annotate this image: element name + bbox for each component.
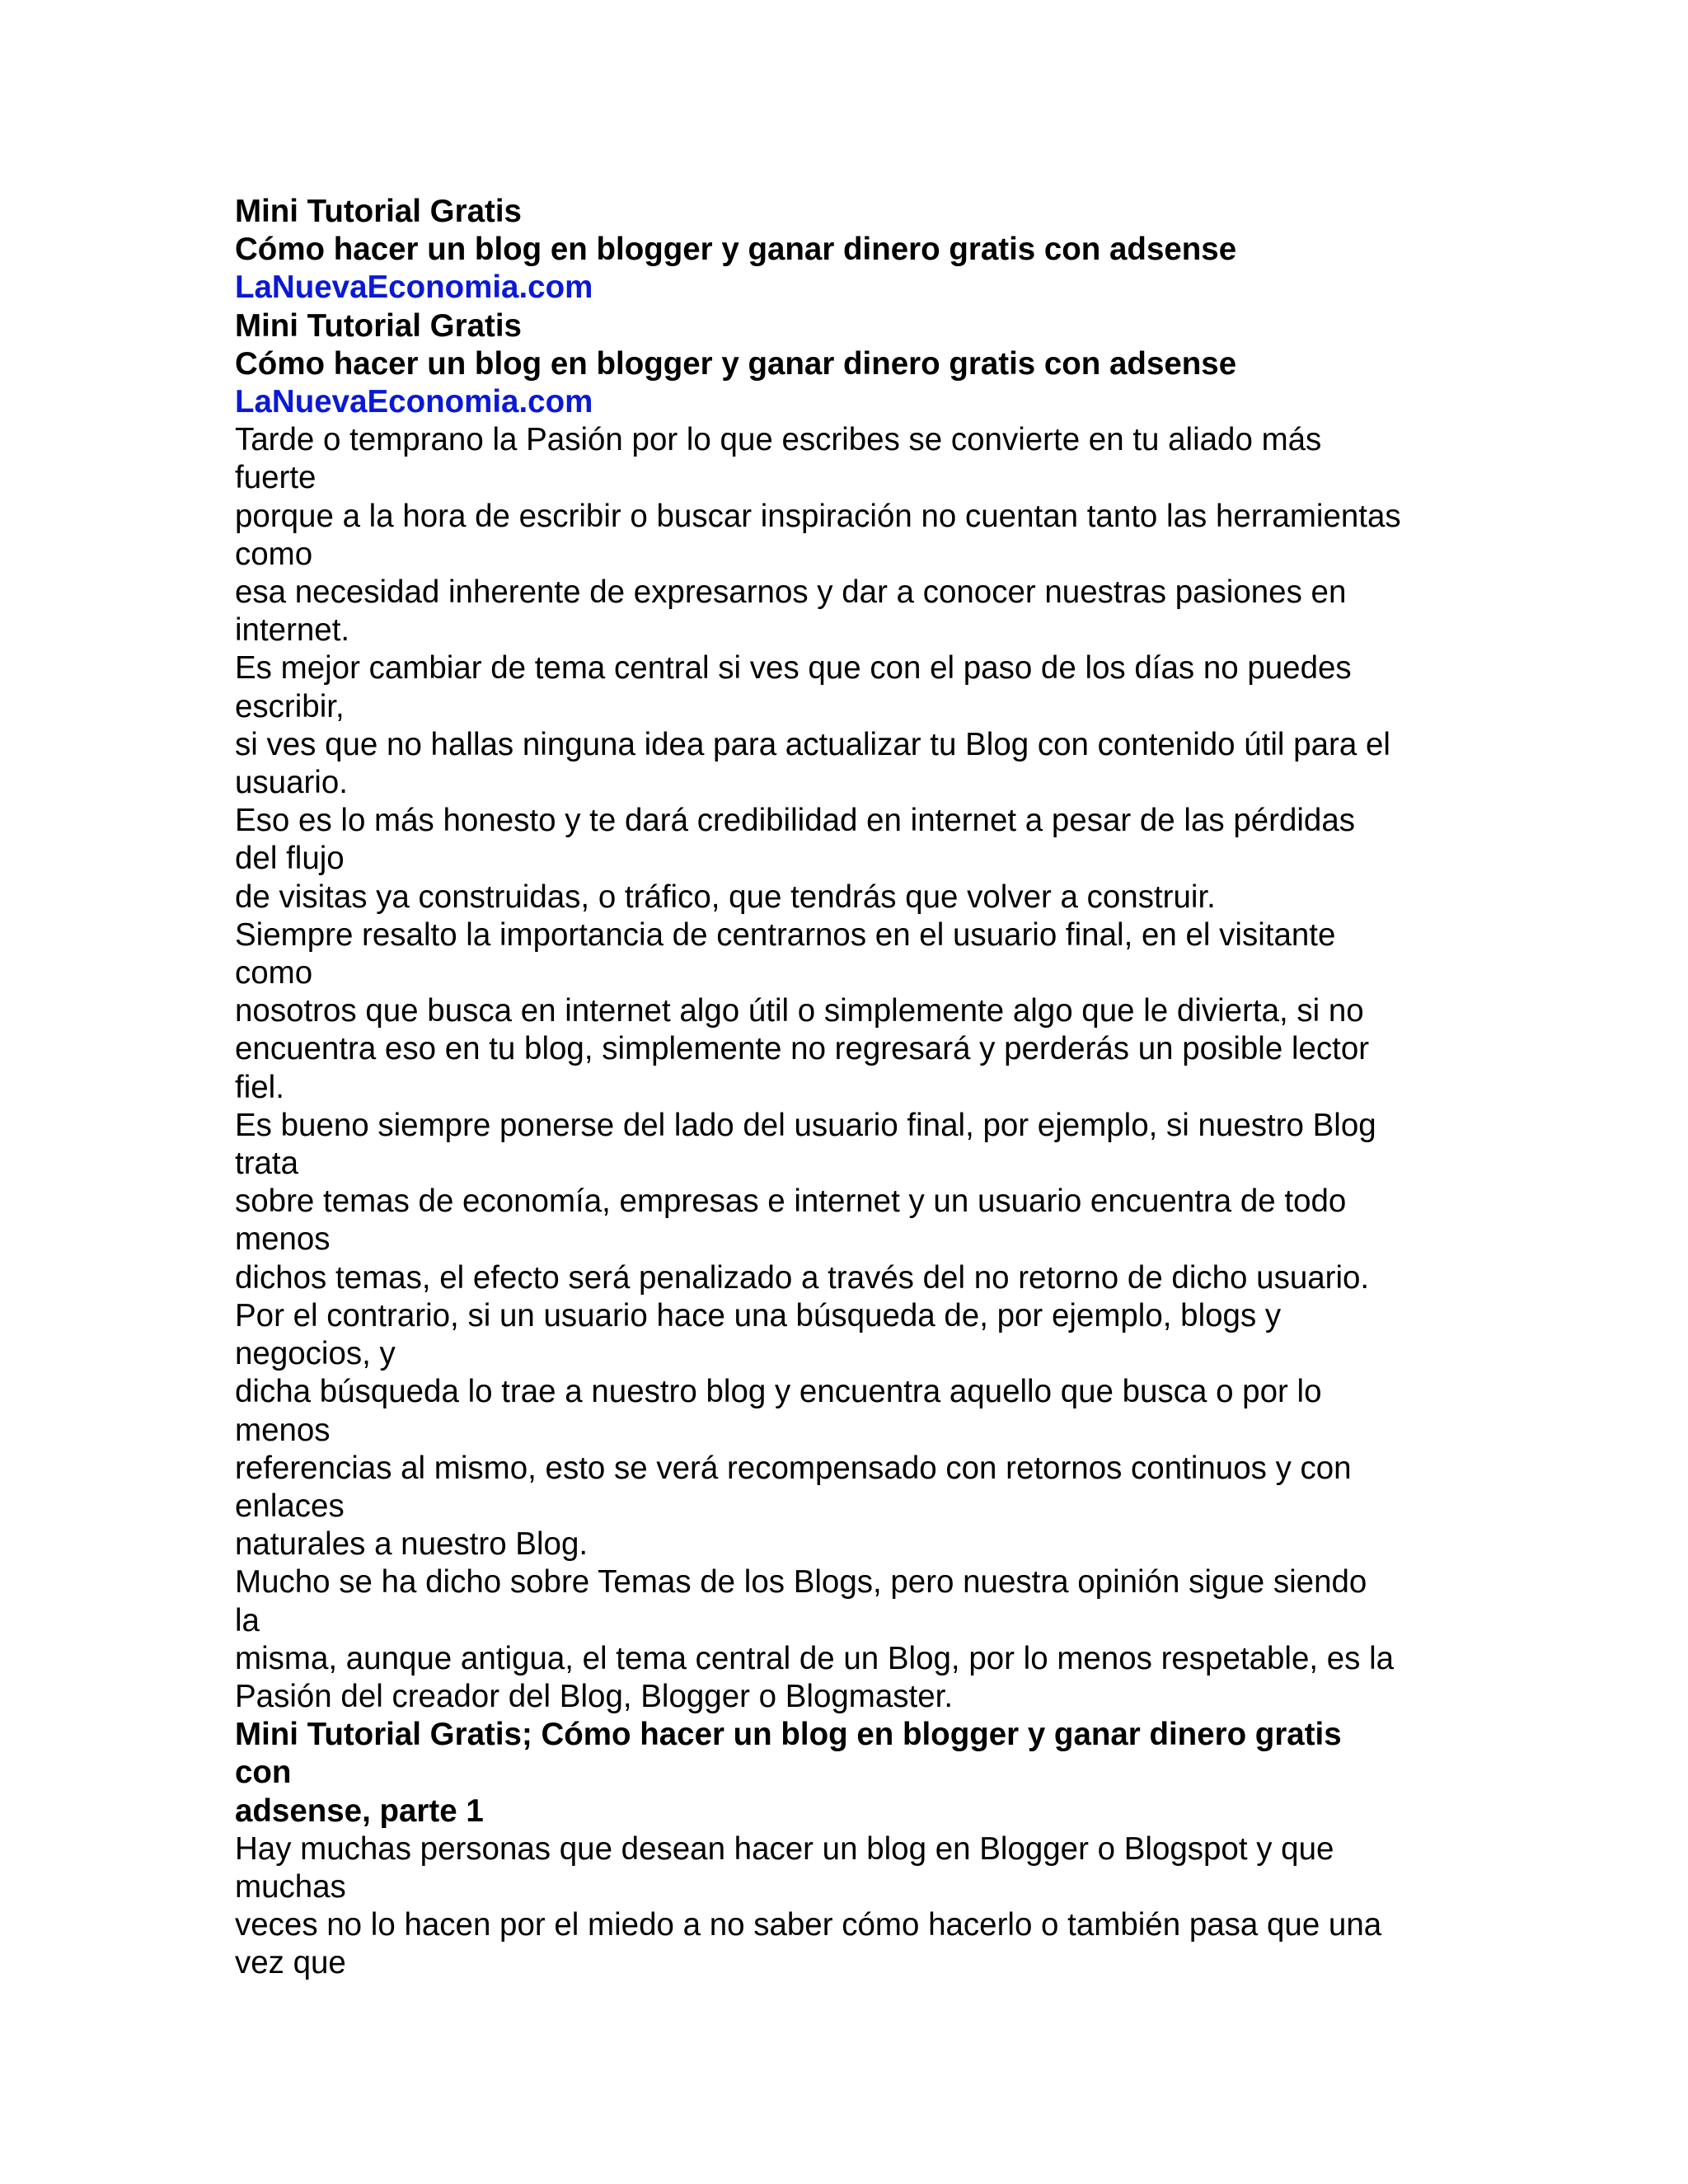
text-line: como — [235, 955, 313, 991]
text-line: fiel. — [235, 1069, 284, 1105]
text-line: Siempre resalto la importancia de centrarnos en el usuario final, en el visitante — [235, 916, 1336, 953]
text-line: la — [235, 1602, 260, 1638]
text-line: Pasión del creador del Blog, Blogger o Blogmaster. — [235, 1678, 954, 1714]
doc-title: Mini Tutorial Gratis — [235, 307, 522, 344]
doc-subtitle: Cómo hacer un blog en blogger y ganar dinero gratis con adsense — [235, 232, 1237, 268]
body-paragraphs-1 — [235, 421, 1471, 1716]
text-line: Es bueno siempre ponerse del lado del usuario final, por ejemplo, si nuestro Blog — [235, 1107, 1376, 1143]
text-line: misma, aunque antigua, el tema central de un Blog, por lo menos respetable, es la — [235, 1640, 1395, 1676]
header-block-1 — [235, 193, 1471, 307]
body-paragraphs-2 — [235, 1830, 1471, 1983]
text-line: vez que — [235, 1945, 346, 1981]
text-line: de visitas ya construidas, o tráfico, que tendrás que volver a construir. — [235, 879, 1216, 915]
text-line: del flujo — [235, 841, 345, 877]
text-line: trata — [235, 1146, 299, 1182]
text-line: esa necesidad inherente de expresarnos y dar a conocer nuestras pasiones en — [235, 574, 1347, 611]
site-link[interactable]: LaNuevaEconomia.com — [235, 269, 593, 306]
text-line: nosotros que busca en internet algo útil o simplemente algo que le divierta, si no — [235, 993, 1364, 1029]
text-line: escribir, — [235, 688, 345, 724]
text-line: Hay muchas personas que desean hacer un blog en Blogger o Blogspot y que — [235, 1830, 1334, 1867]
text-line: enlaces — [235, 1488, 345, 1524]
text-line: negocios, y — [235, 1336, 396, 1372]
text-line: veces no lo hacen por el miedo a no saber cómo hacerlo o también pasa que una — [235, 1907, 1382, 1943]
text-line: porque a la hora de escribir o buscar inspiración no cuentan tanto las herramientas — [235, 498, 1401, 534]
text-line: referencias al mismo, esto se verá recompensado con retornos continuos y con — [235, 1450, 1352, 1486]
heading-line: con — [235, 1755, 292, 1791]
text-line: dichos temas, el efecto será penalizado a través del no retorno de dicho usuario. — [235, 1259, 1370, 1296]
text-line: Es mejor cambiar de tema central si ves que con el paso de los días no puedes — [235, 650, 1352, 687]
text-line: como — [235, 536, 313, 572]
document-page — [235, 193, 1471, 1983]
doc-subtitle: Cómo hacer un blog en blogger y ganar dinero gratis con adsense — [235, 345, 1237, 382]
site-link[interactable]: LaNuevaEconomia.com — [235, 384, 593, 420]
text-line: muchas — [235, 1868, 346, 1905]
text-line: fuerte — [235, 460, 316, 496]
text-line: internet. — [235, 612, 350, 649]
text-line: sobre temas de economía, empresas e internet y un usuario encuentra de todo — [235, 1183, 1347, 1220]
heading-line: adsense, parte 1 — [235, 1793, 484, 1829]
text-line: Eso es lo más honesto y te dará credibilidad en internet a pesar de las pérdidas — [235, 803, 1356, 839]
text-line: Mucho se ha dicho sobre Temas de los Blogs, pero nuestra opinión sigue siendo — [235, 1564, 1367, 1601]
text-line: encuentra eso en tu blog, simplemente no regresará y perderás un posible lector — [235, 1031, 1370, 1067]
text-line: Por el contrario, si un usuario hace una búsqueda de, por ejemplo, blogs y — [235, 1297, 1282, 1333]
section-heading — [235, 1716, 1471, 1830]
text-line: si ves que no hallas ninguna idea para actualizar tu Blog con contenido útil para el — [235, 726, 1390, 762]
text-line: menos — [235, 1412, 331, 1448]
doc-title: Mini Tutorial Gratis — [235, 194, 522, 229]
text-line: menos — [235, 1221, 331, 1258]
text-line: usuario. — [235, 765, 348, 801]
heading-line: Mini Tutorial Gratis; Cómo hacer un blog en blogger y ganar dinero gratis — [235, 1717, 1342, 1753]
text-line: naturales a nuestro Blog. — [235, 1526, 588, 1563]
text-line: Tarde o temprano la Pasión por lo que escribes se convierte en tu aliado más — [235, 422, 1322, 458]
header-block-2 — [235, 307, 1471, 422]
text-line: dicha búsqueda lo trae a nuestro blog y encuentra aquello que busca o por lo — [235, 1374, 1322, 1410]
